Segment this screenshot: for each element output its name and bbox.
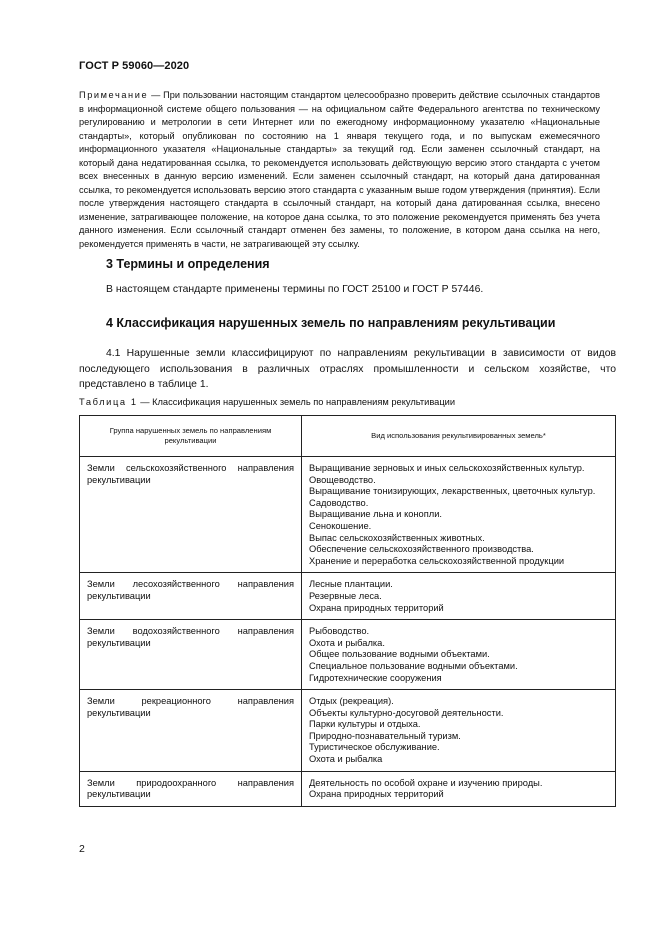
use-item: Рыбоводство. [309, 626, 370, 637]
reference-note [79, 89, 600, 251]
use-item: Туристическое обслуживание. [309, 742, 440, 753]
use-item: Садоводство. [309, 497, 369, 508]
row-group: Земли рекреационного направления рекультивации [80, 690, 302, 772]
use-item: Обеспечение сельскохозяйственного производства. [309, 544, 534, 555]
page-number: 2 [79, 843, 85, 855]
row-uses [302, 690, 616, 772]
table-row [80, 771, 616, 806]
table-row [80, 457, 616, 573]
use-item: Гидротехнические сооружения [309, 672, 442, 683]
use-item: Общее пользование водными объектами. [309, 649, 490, 660]
row-uses [302, 771, 616, 806]
use-item: Сенокошение. [309, 520, 372, 531]
use-item: Специальное пользование водными объектами. [309, 660, 518, 671]
document-code: ГОСТ Р 59060—2020 [79, 60, 190, 72]
use-item: Охота и рыбалка [309, 754, 383, 765]
table-row [80, 620, 616, 690]
use-item: Резервные леса. [309, 590, 382, 601]
use-item: Выращивание льна и конопли. [309, 509, 442, 520]
table-caption [79, 397, 455, 407]
use-item: Хранение и переработка сельскохозяйственной продукции [309, 555, 565, 566]
use-item: Лесные плантации. [309, 579, 393, 590]
column-header-group: Группа нарушенных земель по направлениям рекультивации [80, 416, 302, 457]
note-label: Примечание [79, 90, 149, 100]
use-item: Природно-познавательный туризм. [309, 730, 461, 741]
section-3-text: В настоящем стандарте применены термины по ГОСТ 25100 и ГОСТ Р 57446. [106, 284, 484, 295]
table-row [80, 573, 616, 620]
table-caption-label: Таблица 1 [79, 397, 138, 407]
section-3-heading: 3 Термины и определения [106, 257, 270, 271]
column-header-use: Вид использования рекультивированных земель* [302, 416, 616, 457]
use-item: Объекты культурно-досуговой деятельности. [309, 707, 504, 718]
row-group: Земли природоохранного направления рекультивации [80, 771, 302, 806]
row-group: Земли лесохозяйственного направления рекультивации [80, 573, 302, 620]
use-item: Выращивание зерновых и иных сельскохозяйственных культур. [309, 463, 585, 473]
use-item: Овощеводство. [309, 474, 376, 485]
use-item: Деятельность по особой охране и изучению природы. [309, 777, 543, 788]
section-4-heading: 4 Классификация нарушенных земель по направлениям рекультивации [106, 316, 556, 330]
use-item: Охрана природных территорий [309, 789, 444, 800]
use-item: Выращивание тонизирующих, лекарственных, цветочных культур. [309, 486, 596, 497]
use-item: Отдых (рекреация). [309, 696, 394, 707]
row-group: Земли водохозяйственного направления рекультивации [80, 620, 302, 690]
use-item: Охрана природных территорий [309, 602, 444, 613]
classification-table [79, 415, 616, 807]
note-text: — При пользовании настоящим стандартом целесообразно проверить действие ссылочных стандартов в информационной системе общего пользования — на официальном сайте Федерального агентства по техническому регулированию и метрологии в сети Интернет или по ежегодному информационному указателю «Национальные стандарты», который опубликован по состоянию на 1 января текущего года, и по выпускам ежемесячного информационного указателя «Национальные стандарты» за текущий год. Если заменен ссылочный стандарт, на который дана недатированная ссылка, то рекомендуется использовать действующую версию этого стандарта с учетом всех внесенных в данную версию изменений. Если заменен ссылочный стандарт, на который дана датированная ссылка, то рекомендуется использовать версию этого стандарта с указанным выше годом утверждения (принятия). Если после утверждения настоящего стандарта в ссылочный стандарт, на который дана датированная ссылка, внесено изменение, затрагивающее положение, на которое дана ссылка, то это положение рекомендуется применять без учета данного изменения. Если ссылочный стандарт отменен без замены, то положение, в котором дана ссылка на него, рекомендуется применять в части, не затрагивающей эту ссылку. [79, 90, 600, 249]
use-item: Охота и рыбалка. [309, 637, 385, 648]
row-uses [302, 573, 616, 620]
row-uses [302, 620, 616, 690]
use-item: Парки культуры и отдыха. [309, 719, 421, 730]
row-group: Земли сельскохозяйственного направления рекультивации [80, 457, 302, 573]
section-4-text: 4.1 Нарушенные земли классифицируют по направлениям рекультивации в зависимости от видов последующего использования в различных отраслях промышленности и сельском хозяйстве, что представлено в таблице 1. [79, 348, 616, 390]
use-item: Выпас сельскохозяйственных животных. [309, 532, 485, 543]
row-uses [302, 457, 616, 573]
table-caption-text: — Классификация нарушенных земель по направлениям рекультивации [137, 397, 456, 407]
table-row [80, 690, 616, 772]
table-header-row [80, 416, 616, 457]
